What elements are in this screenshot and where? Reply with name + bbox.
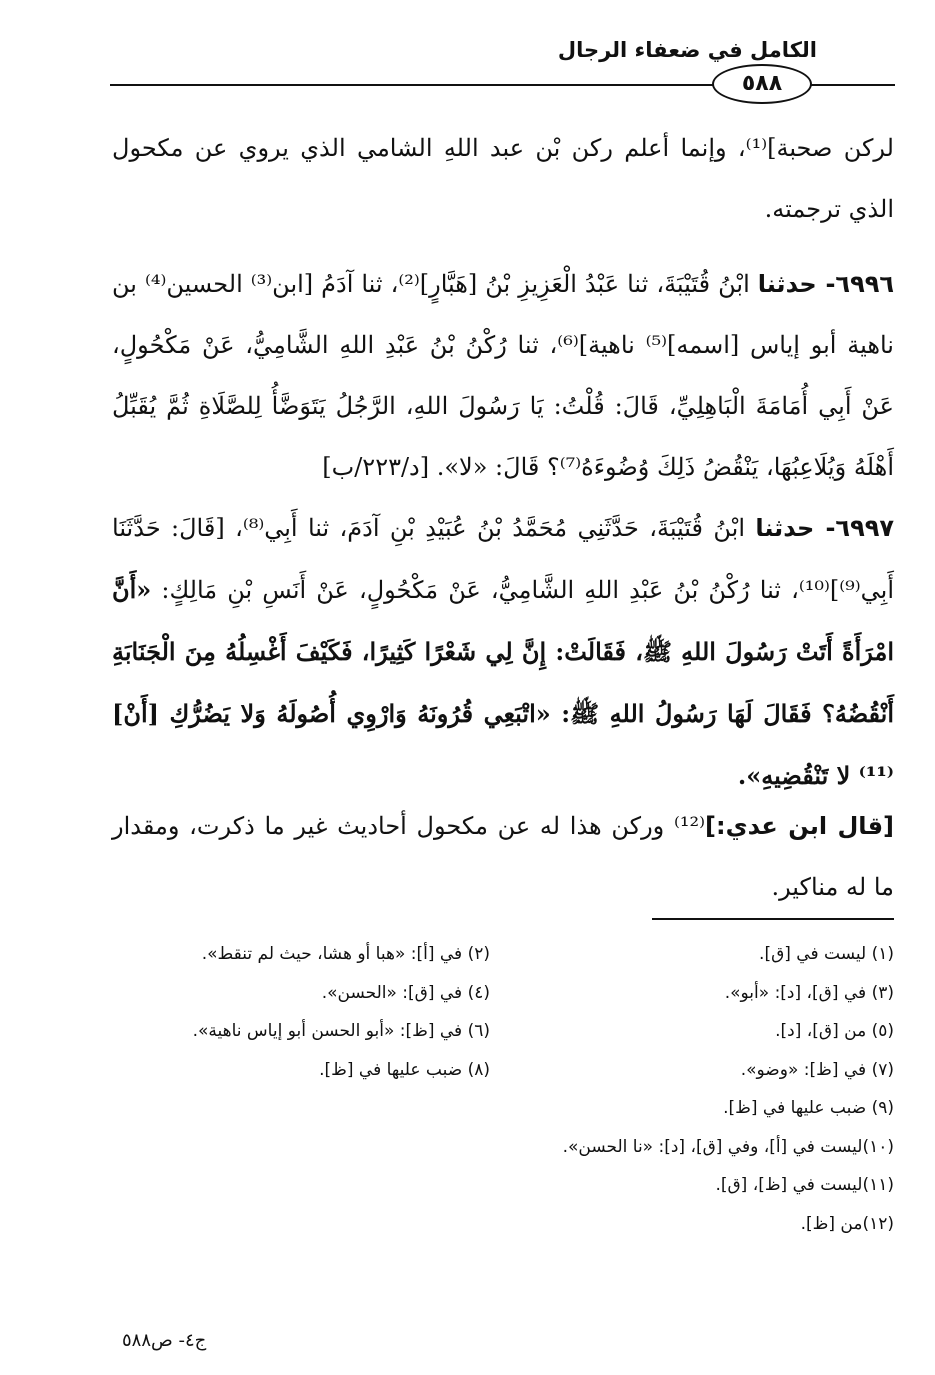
- hadith-body: ابْنُ قُتَيْبَةَ، حَدَّثَنِي مُحَمَّدُ بْنُ عُبَيْدِ بْنِ آدَمَ، ثنا أَبِي⁽⁸⁾، [قَالَ: حَدَّثَنَا أَبِي⁽⁹⁾]⁽¹⁰⁾، ثنا رُكْنُ بْنُ عَبْدِ اللهِ الشَّامِيُّ، عَنْ مَكْحُولٍ، عَنْ أَنَسِ بْنِ مَالِكٍ:: [112, 514, 894, 604]
- footnote-7: (٧) في [ظ]: «وضو».: [740, 1059, 894, 1080]
- footnote-4: (٤) في [ق]: «الحسن».: [321, 982, 490, 1003]
- footnotes-grid: [112, 935, 894, 1089]
- running-header-title: الكامل في ضعفاء الرجال: [557, 38, 817, 62]
- comment-text: [112, 796, 894, 918]
- footnote-9: (٩) ضبب عليها في [ظ].: [723, 1098, 894, 1118]
- hadith-body: ابْنُ قُتَيْبَةَ، ثنا عَبْدُ الْعَزِيزِ بْنُ [هَبَّارٍ]⁽²⁾، ثنا آدَمُ [ابن⁽³⁾ الحسين⁽⁴⁾ بن ناهية أبو إياس [اسمه]⁽⁵⁾ ناهية]⁽⁶⁾، ثنا رُكْنُ بْنُ عَبْدِ اللهِ الشَّامِيُّ، عَنْ مَكْحُولٍ، عَنْ أَبِي أُمَامَةَ الْبَاهِلِيِّ، قَالَ: قُلْتُ: يَا رَسُولَ اللهِ، الرَّجُلُ يَتَوَضَّأُ لِلصَّلَاةِ ثُمَّ يُقَبِّلُ أَهْلَهُ وَيُلَاعِبُهَا، يَنْقُضُ ذَلِكَ وُضُوءَهُ⁽⁷⁾؟ قَالَ: «لا». [د/٢٢٣/ب]: [112, 270, 894, 481]
- hadith-text: [112, 498, 894, 807]
- footnote-2: (٢) في [أ]: «هبا أو هشا، حيث لم تنقط».: [201, 944, 490, 964]
- paragraph-intro: [112, 118, 894, 240]
- paragraph-text: لركن صحبة]⁽¹⁾، وإنما أعلم ركن بْن عبد اللهِ الشامي الذي يروي عن مكحول الذي ترجمته.: [112, 134, 894, 223]
- footnote-5: (٥) من [ق]، [د].: [775, 1021, 894, 1041]
- comment-body: ⁽¹²⁾ وركن هذا له عن مكحول أحاديث غير ما ذكرت، ومقدار ما له مناكير.: [112, 812, 894, 901]
- footnote-3: (٣) في [ق]، [د]: «أبو».: [724, 982, 894, 1003]
- footnote-6: (٦) في [ظ]: «أبو الحسن أبو إياس ناهية».: [192, 1021, 490, 1041]
- ibn-adi-comment: [112, 796, 894, 918]
- footnote-8: (٨) ضبب عليها في [ظ].: [319, 1059, 490, 1080]
- footnotes: [112, 935, 894, 1243]
- hadith-heading: ٦٩٩٦- حدثنا: [757, 270, 895, 298]
- footnote-10: (١٠)ليست في [أ]، وفي [ق]، [د]: «نا الحسن».: [562, 1136, 894, 1157]
- footnote-12: (١٢)من [ظ].: [800, 1213, 894, 1234]
- hadith-6996: [112, 254, 894, 498]
- footnote-separator: [652, 918, 894, 920]
- volume-page-reference: ج٤- ص٥٨٨: [122, 1330, 207, 1351]
- hadith-text: [112, 254, 894, 498]
- comment-heading: [قال ابن عدي:]: [705, 812, 894, 840]
- footnote-11: (١١)ليست في [ظ]، [ق].: [715, 1175, 894, 1195]
- footnote-1: (١) ليست في [ق].: [759, 944, 894, 964]
- hadith-heading: ٦٩٩٧- حدثنا: [755, 514, 895, 542]
- page-number-badge: ٥٨٨: [712, 64, 812, 104]
- hadith-6997: [112, 498, 894, 807]
- hadith-quote: «أَنَّ امْرَأَةً أَتَتْ رَسُولَ اللهِ ﷺ، فَقَالَتْ: إِنَّ لِي شَعْرًا كَثِيرًا، فَكَيْفَ أَغْسِلُهُ مِنَ الْجَنَابَةِ أَنْقُضُهُ؟ فَقَالَ لَهَا رَسُولُ اللهِ ﷺ: «اتْبَعِي قُرُونَهُ وَارْوِي أُصُولَهُ وَلا يَضُرُّكِ [أَنْ]⁽¹¹⁾ لا تَنْقُضِيهِ».: [112, 575, 894, 790]
